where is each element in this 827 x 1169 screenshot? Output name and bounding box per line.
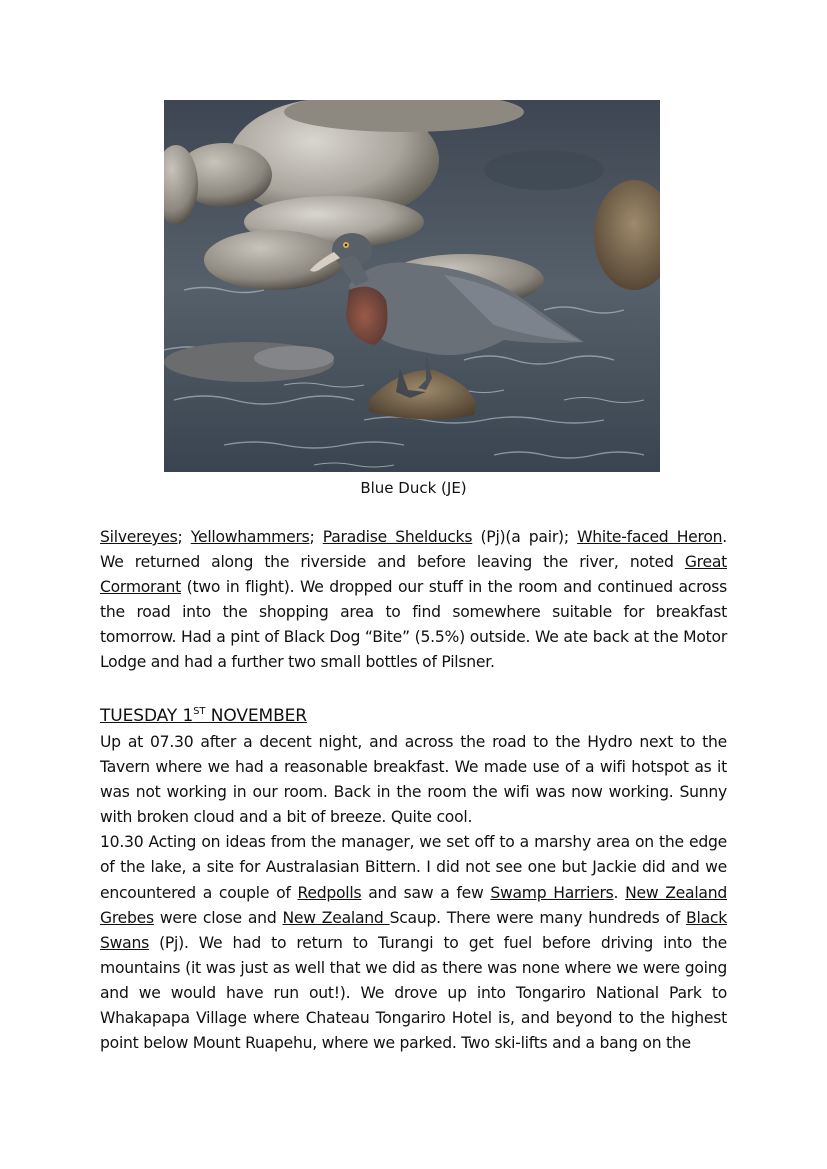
species-black-swans: Black Swans [100,908,727,952]
photo-caption: Blue Duck (JE) [360,479,467,497]
species-swamp-harriers: Swamp Harriers [490,883,614,902]
species-great-cormorant: Great Cormorant [100,553,727,597]
species-yellowhammers: Yellowhammers [190,528,310,546]
species-paradise-shelducks: Paradise Shelducks [322,528,473,546]
tuesday-entry [100,730,727,1056]
day-heading: TUESDAY 1ST NOVEMBER [100,706,307,726]
paragraph-marsh: 10.30 Acting on ideas from the manager, we set off to a marshy area on the edge of the lake, a site for Australasian Bittern. I did not see one but Jackie did and we encountered a couple of Redpolls and saw a few Swamp Harriers. New Zealand Grebes were close and New Zealand Scaup. There were many hundreds of Black Swans (Pj). We had to return to Turangi to get fuel before driving into the mountains (it was just as well that we did as there was none where we were going and we would have run out!). We drove up into Tongariro National Park to Whakapapa Village where Chateau Tongariro Hotel is, and beyond to the highest point below Mount Ruapehu, where we parked. Two ski-lifts and a bang on the [100,833,727,1053]
paragraph-birds-list: Silvereyes; Yellowhammers; Paradise Shelducks (Pj)(a pair); White-faced Heron. We returned along the riverside and before leaving the river, noted Great Cormorant (two in flight). We dropped our stuff in the room and continued across the road into the shopping area to find somewhere suitable for breakfast tomorrow. Had a pint of Black Dog “Bite” (5.5%) outside. We ate back at the Motor Lodge and had a further two small bottles of Pilsner. [100,528,727,672]
paragraph-morning: Up at 07.30 after a decent night, and across the road to the Hydro next to the Tavern where we had a reasonable breakfast. We made use of a wifi hotspot as it was not working in our room. Back in the room the wifi was now working. Sunny with broken cloud and a bit of breeze. Quite cool. [100,733,727,827]
species-redpolls: Redpolls [297,883,362,902]
species-white-faced-heron: White-faced Heron [577,528,723,546]
species-silvereyes: Silvereyes [100,528,178,546]
blue-duck-photo [164,100,660,472]
blue-duck-image [164,100,660,472]
species-nz-scaup: New Zealand [282,908,390,927]
species-nz-grebes: New Zealand Grebes [100,883,727,927]
